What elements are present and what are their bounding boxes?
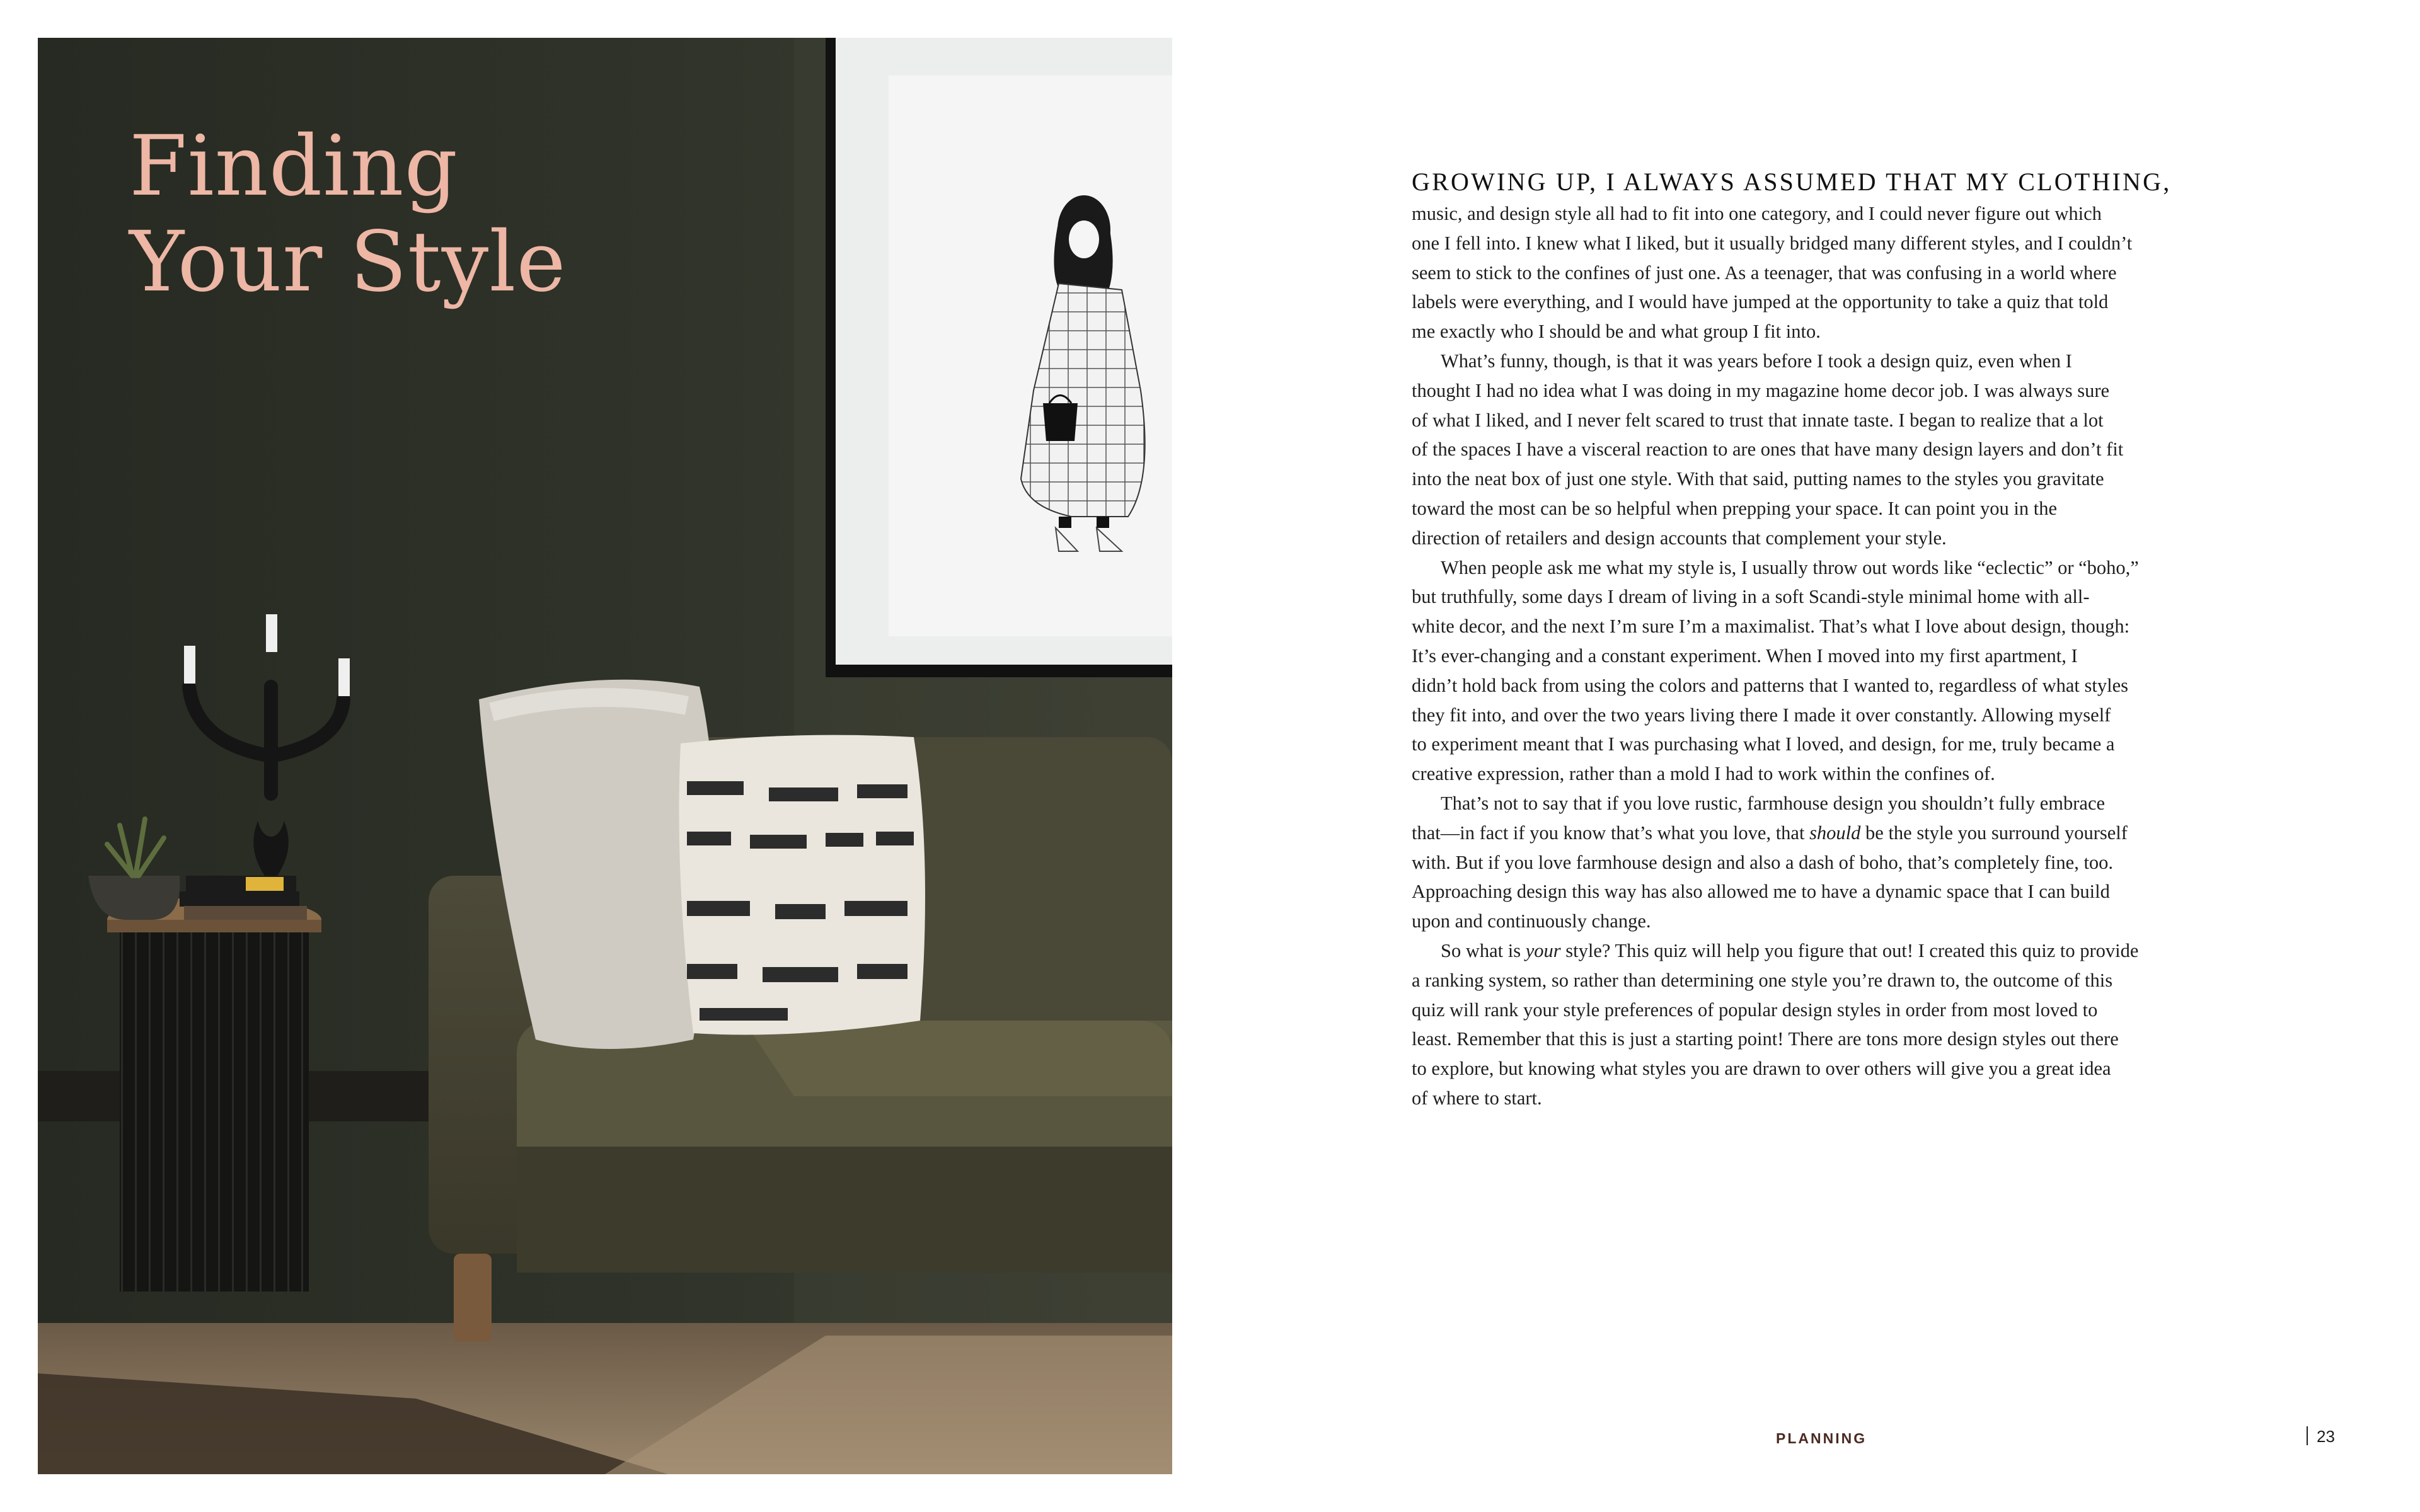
text-line: direction of retailers and design accounts that complement your style. xyxy=(1412,527,1947,549)
text-line: white decor, and the next I’m sure I’m a maximalist. That’s what I love about design, though: xyxy=(1412,616,2130,638)
text-line: of where to start. xyxy=(1412,1087,1542,1109)
framed-art-print xyxy=(826,38,1172,677)
paragraph-3 xyxy=(1412,553,2225,789)
striped-pillow xyxy=(679,735,926,1035)
paragraph-5 xyxy=(1412,936,2225,1113)
emphasis: should xyxy=(1809,822,1861,844)
text-line: That’s not to say that if you love rustic, farmhouse design you shouldn’t fully embrace xyxy=(1441,792,2106,814)
text-line: they fit into, and over the two years living there I made it over constantly. Allowing myself xyxy=(1412,704,2111,726)
folio-divider xyxy=(2307,1426,2308,1445)
chapter-title xyxy=(129,118,567,310)
paragraph-4 xyxy=(1412,789,2225,936)
text-line: upon and continuously change. xyxy=(1412,910,1651,932)
text-line: music, and design style all had to fit into one category, and I could never figure out which xyxy=(1412,203,2102,224)
text-line xyxy=(1412,818,2225,848)
page-number xyxy=(2307,1426,2335,1446)
text-line: quiz will rank your style preferences of popular design styles in order from most loved to xyxy=(1412,999,2098,1021)
sofa xyxy=(429,680,1172,1342)
text-line: toward the most can be so helpful when prepping your space. It can point you in the xyxy=(1412,497,2058,519)
chapter-title-line-2: Your Style xyxy=(129,214,567,311)
text-run: be the style you surround yourself xyxy=(1860,822,2128,844)
living-room-photo xyxy=(38,38,1172,1474)
text-line: thought I had no idea what I was doing in my magazine home decor job. I was always sure xyxy=(1412,379,2110,401)
text-line: to experiment meant that I was purchasing what I loved, and design, for me, truly became a xyxy=(1412,733,2115,755)
text-line: me exactly who I should be and what group I fit into. xyxy=(1412,321,1821,343)
text-run: So what is xyxy=(1441,939,1526,961)
text-line xyxy=(1412,936,2225,966)
page-number-text: 23 xyxy=(2317,1427,2335,1446)
paragraph-1 xyxy=(1412,199,2225,346)
text-line: seem to stick to the confines of just one. As a teenager, that was confusing in a world where xyxy=(1412,261,2117,284)
text-line: labels were everything, and I would have jumped at the opportunity to take a quiz that told xyxy=(1412,291,2109,313)
text-line: of what I liked, and I never felt scared to trust that innate taste. I began to realize that a lot xyxy=(1412,409,2104,431)
running-footer-section: PLANNING xyxy=(1776,1430,1867,1446)
paragraph-2 xyxy=(1412,346,2225,553)
text-run: that—in fact if you know that’s what you love, that xyxy=(1412,822,1810,844)
text-line: to explore, but knowing what styles you are drawn to over others will give you a great idea xyxy=(1412,1058,2111,1080)
article-body xyxy=(1412,166,2225,1113)
text-line: but truthfully, some days I dream of living in a soft Scandi-style minimal home with all- xyxy=(1412,586,2090,608)
text-line: with. But if you love farmhouse design and also a dash of boho, that’s completely fine, too. xyxy=(1412,851,2114,873)
text-line: When people ask me what my style is, I usually throw out words like “eclectic” or “boho,” xyxy=(1441,556,2139,578)
lead-in: GROWING UP, I ALWAYS ASSUMED THAT MY CLOTHING, xyxy=(1412,168,2172,196)
text-line: What’s funny, though, is that it was years before I took a design quiz, even when I xyxy=(1441,350,2072,372)
text-line: of the spaces I have a visceral reaction to are ones that have many design layers and don’t fit xyxy=(1412,438,2124,461)
text-run: style? This quiz will help you figure that out! I created this quiz to provide xyxy=(1560,939,2139,961)
text-line: creative expression, rather than a mold I had to work within the confines of. xyxy=(1412,763,1995,785)
text-line: didn’t hold back from using the colors and patterns that I wanted to, regardless of what styles xyxy=(1412,674,2128,696)
chapter-title-line-1: Finding xyxy=(129,118,459,215)
text-line: one I fell into. I knew what I liked, but it usually bridged many different styles, and I couldn’t xyxy=(1412,232,2133,254)
emphasis: your xyxy=(1525,939,1561,961)
text-line: Approaching design this way has also allowed me to have a dynamic space that I can build xyxy=(1412,881,2110,903)
text-line: a ranking system, so rather than determining one style you’re drawn to, the outcome of this xyxy=(1412,969,2113,991)
text-line: into the neat box of just one style. With that said, putting names to the styles you gravitate xyxy=(1412,468,2104,490)
text-line: least. Remember that this is just a starting point! There are tons more design styles out there xyxy=(1412,1028,2119,1050)
text-line: It’s ever-changing and a constant experiment. When I moved into my first apartment, I xyxy=(1412,644,2078,667)
